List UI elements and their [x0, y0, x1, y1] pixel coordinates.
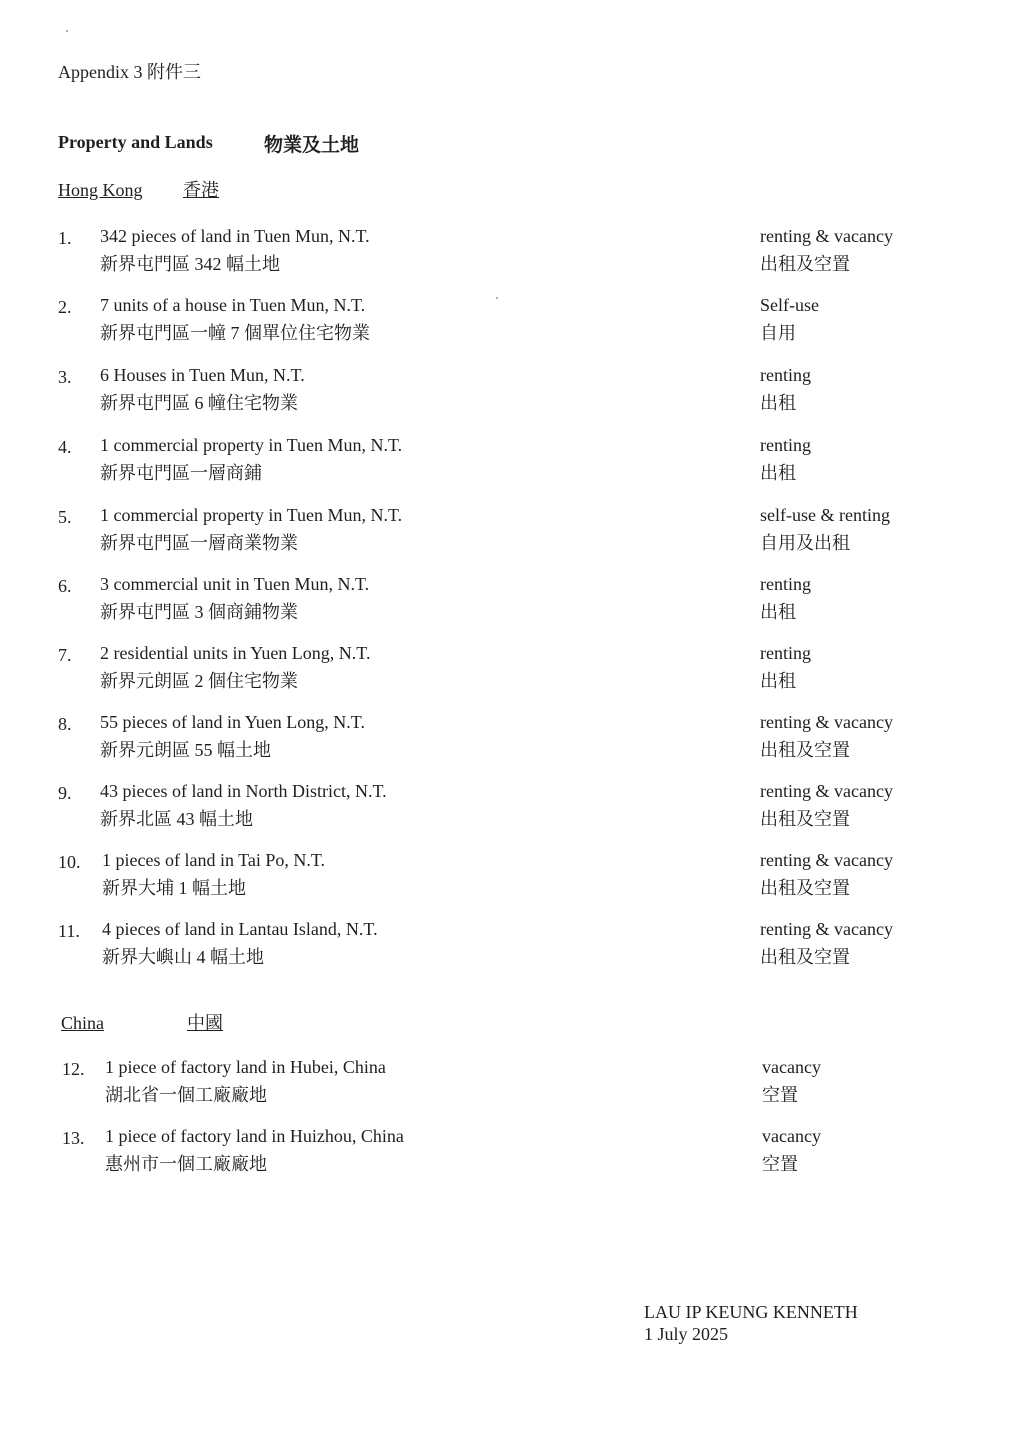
scan-speck [66, 30, 68, 32]
property-item [0, 712, 1024, 760]
item-status-zh: 出租 [760, 671, 796, 691]
item-status-zh: 出租及空置 [760, 878, 850, 898]
property-item [0, 226, 1024, 274]
item-number: 1. [58, 228, 72, 248]
item-number: 9. [58, 783, 72, 803]
item-status-zh: 出租 [760, 602, 796, 622]
item-description: 7 units of a house in Tuen Mun, N.T. [100, 295, 366, 315]
item-number: 6. [58, 576, 72, 596]
item-description: 1 piece of factory land in Hubei, China [105, 1057, 386, 1077]
item-number: 10. [58, 852, 81, 872]
item-description-zh: 新界屯門區一幢 7 個單位住宅物業 [100, 323, 370, 343]
document-title-zh: 物業及土地 [264, 135, 360, 156]
item-status-zh: 出租及空置 [760, 254, 850, 274]
item-status-zh: 空置 [762, 1085, 798, 1105]
item-description-zh: 新界屯門區 6 幢住宅物業 [100, 393, 298, 413]
item-description-zh: 新界屯門區一層商業物業 [100, 533, 298, 553]
item-number: 3. [58, 367, 72, 387]
property-item [0, 365, 1024, 413]
property-item [0, 781, 1024, 829]
property-item [0, 574, 1024, 622]
item-description-zh: 湖北省一個工廠廠地 [105, 1085, 267, 1105]
item-description-zh: 新界大埔 1 幅土地 [102, 878, 246, 898]
property-item [0, 505, 1024, 553]
property-item [0, 919, 1024, 967]
property-item [0, 295, 1024, 343]
item-number: 2. [58, 297, 72, 317]
item-description-zh: 惠州市一個工廠廠地 [105, 1154, 267, 1174]
item-description-zh: 新界屯門區 342 幅土地 [100, 254, 280, 274]
item-description: 55 pieces of land in Yuen Long, N.T. [100, 712, 365, 732]
item-status: vacancy [762, 1126, 821, 1146]
item-status-zh: 出租及空置 [760, 809, 850, 829]
item-status-zh: 出租 [760, 393, 796, 413]
item-status: renting [760, 435, 811, 455]
signatory-name: LAU IP KEUNG KENNETH [644, 1302, 858, 1322]
item-description: 43 pieces of land in North District, N.T. [100, 781, 387, 801]
section-heading-china: China [61, 1013, 104, 1033]
document-title: Property and Lands [58, 132, 213, 152]
item-number: 11. [58, 921, 80, 941]
item-status: renting [760, 643, 811, 663]
item-status: vacancy [762, 1057, 821, 1077]
item-status: renting & vacancy [760, 712, 893, 732]
item-status: renting [760, 574, 811, 594]
property-item [0, 435, 1024, 483]
item-description-zh: 新界元朗區 2 個住宅物業 [100, 671, 298, 691]
item-description: 1 pieces of land in Tai Po, N.T. [102, 850, 326, 870]
section-heading-hong-kong-zh: 香港 [183, 180, 219, 200]
item-description-zh: 新界屯門區 3 個商鋪物業 [100, 602, 298, 622]
item-number: 13. [62, 1128, 85, 1148]
item-description: 1 piece of factory land in Huizhou, China [105, 1126, 404, 1146]
item-status-zh: 出租及空置 [760, 740, 850, 760]
item-status-zh: 空置 [762, 1154, 798, 1174]
section-heading-hong-kong: Hong Kong [58, 180, 143, 200]
item-status: renting & vacancy [760, 919, 893, 939]
item-number: 12. [62, 1059, 85, 1079]
item-number: 7. [58, 645, 72, 665]
item-status: renting & vacancy [760, 850, 893, 870]
item-description: 1 commercial property in Tuen Mun, N.T. [100, 435, 403, 455]
item-description-zh: 新界大嶼山 4 幅土地 [102, 947, 264, 967]
item-number: 8. [58, 714, 72, 734]
item-description: 342 pieces of land in Tuen Mun, N.T. [100, 226, 370, 246]
item-status: renting [760, 365, 811, 385]
item-status-zh: 自用 [760, 323, 796, 343]
property-item [0, 1057, 1024, 1105]
property-item [0, 643, 1024, 691]
item-description-zh: 新界屯門區一層商鋪 [100, 463, 262, 483]
item-status-zh: 出租 [760, 463, 796, 483]
item-number: 5. [58, 507, 72, 527]
signature-date: 1 July 2025 [644, 1324, 729, 1344]
item-description: 6 Houses in Tuen Mun, N.T. [100, 365, 305, 385]
item-description-zh: 新界元朗區 55 幅土地 [100, 740, 271, 760]
item-status: Self-use [760, 295, 819, 315]
property-item [0, 1126, 1024, 1174]
item-description: 1 commercial property in Tuen Mun, N.T. [100, 505, 403, 525]
item-status-zh: 出租及空置 [760, 947, 850, 967]
item-status: renting & vacancy [760, 781, 893, 801]
item-description: 3 commercial unit in Tuen Mun, N.T. [100, 574, 370, 594]
item-status: renting & vacancy [760, 226, 893, 246]
item-number: 4. [58, 437, 72, 457]
item-description: 2 residential units in Yuen Long, N.T. [100, 643, 371, 663]
property-item [0, 850, 1024, 898]
appendix-label: Appendix 3 附件三 [58, 62, 201, 82]
item-description: 4 pieces of land in Lantau Island, N.T. [102, 919, 378, 939]
item-status: self-use & renting [760, 505, 890, 525]
item-description-zh: 新界北區 43 幅土地 [100, 809, 253, 829]
section-heading-china-zh: 中國 [187, 1013, 223, 1033]
item-status-zh: 自用及出租 [760, 533, 850, 553]
